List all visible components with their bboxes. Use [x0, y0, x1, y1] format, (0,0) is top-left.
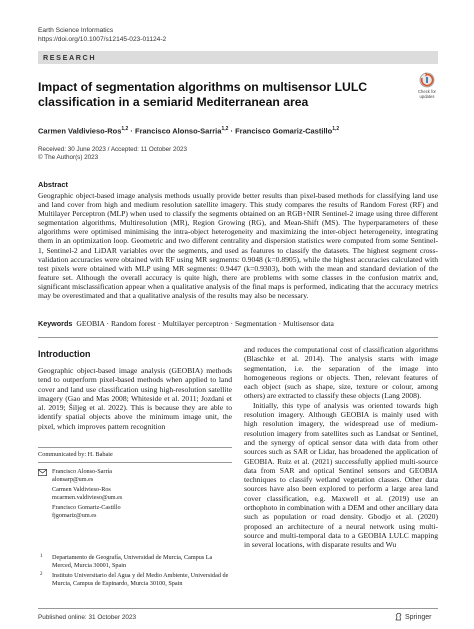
- contact-name: Francisco Gomariz-Castillo: [52, 504, 121, 512]
- author-separator: ·: [130, 126, 136, 136]
- author-affiliation-sup: 1,2: [221, 126, 229, 132]
- journal-doi[interactable]: https://doi.org/10.1007/s12145-023-01124-2: [38, 36, 167, 43]
- article-title: Impact of segmentation algorithms on multisensor LULC classification in a semiarid Mediterranean area: [38, 80, 368, 109]
- left-column: [38, 366, 232, 431]
- author-name[interactable]: Francisco Gomariz-Castillo: [235, 126, 333, 136]
- badge-line-2: updates: [419, 94, 435, 99]
- affiliation: [38, 572, 232, 587]
- affiliation-number: 2: [40, 572, 43, 578]
- intro-paragraph-3: Initially, this type of analysis was oriented towards high resolution imagery. Although GEOBIA is mainly used with high resolution imagery, the widespread use of medium-resolution imagery from satellites such as Landsat or Sentinel, and the synergy of optical sensor data with data from other sources such as SAR or Lidar, has broadened the application of GEOBIA. Ruiz et al. (2021) successfully applied multi-source data from SAR and optical Sentinel sensors and GEOBIA techniques to classify wetland vegetation classes. Other data sources have also been explored to perform a large area land cover classification, e.g. Maxwell et al. (2019) use an orthophoto in combination with a DEM and other ancillary data such as population or road density. Gbodjo et al. (2020) proposed an architecture of a neural network using multi-source and multi-temporal data to a GEOBIA LULC mapping in several locations, with disparate results and Wu: [244, 400, 438, 550]
- published-date: Published online: 31 October 2023: [38, 614, 137, 621]
- communicated-by: Communicated by: H. Babaie: [38, 451, 113, 458]
- abstract-text: Geographic object-based image analysis methods usually provide better results than pixel-based methods for classifying land use and land cover from high and medium resolution satellite imagery. This study compares the results of Random Forest (RF) and Multilayer Perceptron (MLP) when used to classify the segments obtained on an RGB+NIR Sentinel-2 image using three different segmentation algorithms, Multiresolution (MR), Region Growing (RG), and Mean-Shift (MS). The hyperparameters of these algorithms were optimised minimising the intra-object heterogeneity and maximizing the inter-object heterogeneity, integrating them in an optimization loop. Geometric and two different centrality and dispersion statistics were computed from some Sentinel-1, Sentinel-2 and LiDAR variables over the segments, and used as features to classify the datasets. The highest segment cross-validation accuracies were obtained with RF using MR segments: 0.9048 (k=0.8905), while the highest accuracies calculated with test pixels were obtained with MLP using MR segments: 0.9447 (k=0.9303), both with the mean and standard deviation of the feature set. Although the overall accuracy is quite high, there are problems with some classes in the confusion matrix and, significant misclassification appear when a qualitative analysis of the final maps is performed, indicating that the accuracy metrics may be overestimated and that a qualitative analysis of the results may also be necessary.: [38, 191, 438, 301]
- intro-paragraph-2: and reduces the computational cost of classification algorithms (Blaschke et al. 2014). The analysis starts with image segmentation, i.e. the separation of the image into homogeneous regions or objects. Then, relevant features of each object (such as shape, size, texture or colour, among others) are extracted to classify these objects (Lang 2008).: [244, 345, 438, 401]
- article-type-label: RESEARCH: [43, 53, 97, 62]
- intro-paragraph-1: Geographic object-based image analysis (GEOBIA) methods tend to outperform pixel-based methods when applied to land cover and land use classification using high-resolution satellite imagery (Gao and Mas 2008; Whiteside et al. 2011; Jozdani et al. 2019; Šiljeg et al. 2022). This is because they are able to identify spatial objects above the minimum image unit, the pixel, which improves pattern recognition: [38, 366, 232, 431]
- author-contact: [38, 504, 232, 519]
- affiliation-text: Instituto Universitario del Agua y del Medio Ambiente, Universidad de Murcia, Campus de Espinardo, Murcia 30100, Spain: [52, 572, 229, 587]
- author-affiliation-sup: 1,2: [332, 126, 340, 132]
- affiliation: [38, 554, 232, 569]
- corresponding-author: [38, 468, 232, 483]
- check-updates-icon: [419, 72, 435, 88]
- affiliation-number: 1: [40, 554, 43, 559]
- contact-email[interactable]: fjgomariz@um.es: [52, 511, 97, 519]
- envelope-icon: [38, 469, 47, 476]
- check-for-updates-badge[interactable]: [413, 72, 441, 99]
- footnote-rule: [38, 447, 232, 448]
- publisher-logo: [394, 612, 431, 621]
- correspondence-block: [38, 468, 232, 523]
- contact-name: Francisco Alonso-Sarría: [52, 468, 112, 475]
- journal-name: Earth Science Informatics: [38, 27, 114, 34]
- received-accepted-dates: Received: 30 June 2023 / Accepted: 11 October 2023: [38, 146, 188, 153]
- footnote-rule: [38, 462, 232, 463]
- article-dates: [38, 146, 187, 163]
- author-affiliation-sup: 1,2: [121, 126, 129, 132]
- copyright-line: © The Author(s) 2023: [38, 154, 99, 162]
- publisher-name: Springer: [405, 614, 432, 621]
- author-list: [38, 124, 438, 137]
- keywords-line: [38, 319, 438, 329]
- affiliations-block: [38, 554, 232, 590]
- contact-name: Carmen Valdivieso-Ros: [52, 486, 111, 494]
- right-column: [244, 345, 438, 550]
- author-name[interactable]: Carmen Valdivieso-Ros: [38, 126, 122, 136]
- springer-horse-icon: [394, 612, 403, 621]
- journal-header: [38, 26, 166, 44]
- badge-line-1: Check for: [418, 89, 436, 94]
- introduction-heading: Introduction: [38, 349, 91, 359]
- author-separator: ·: [230, 126, 236, 136]
- affiliation-text: Departamento de Geografía, Universidad de Murcia, Campus La Merced, Murcia 30001, Spain: [52, 554, 213, 569]
- abstract-heading: Abstract: [38, 180, 68, 189]
- contact-email[interactable]: mcarmen.valdivieso@um.es: [52, 493, 123, 501]
- communicated-by-block: [38, 447, 232, 463]
- keywords-label: Keywords: [38, 319, 73, 328]
- contact-email[interactable]: alonsarp@um.es: [52, 475, 94, 483]
- footer-rule: [38, 608, 438, 609]
- author-name[interactable]: Francisco Alonso-Sarria: [135, 126, 222, 136]
- keywords-list: GEOBIA · Random forest · Multilayer perceptron · Segmentation · Multisensor data: [76, 319, 334, 328]
- section-divider: [38, 337, 438, 338]
- author-contact: [38, 486, 232, 501]
- article-type-bar: [38, 51, 438, 64]
